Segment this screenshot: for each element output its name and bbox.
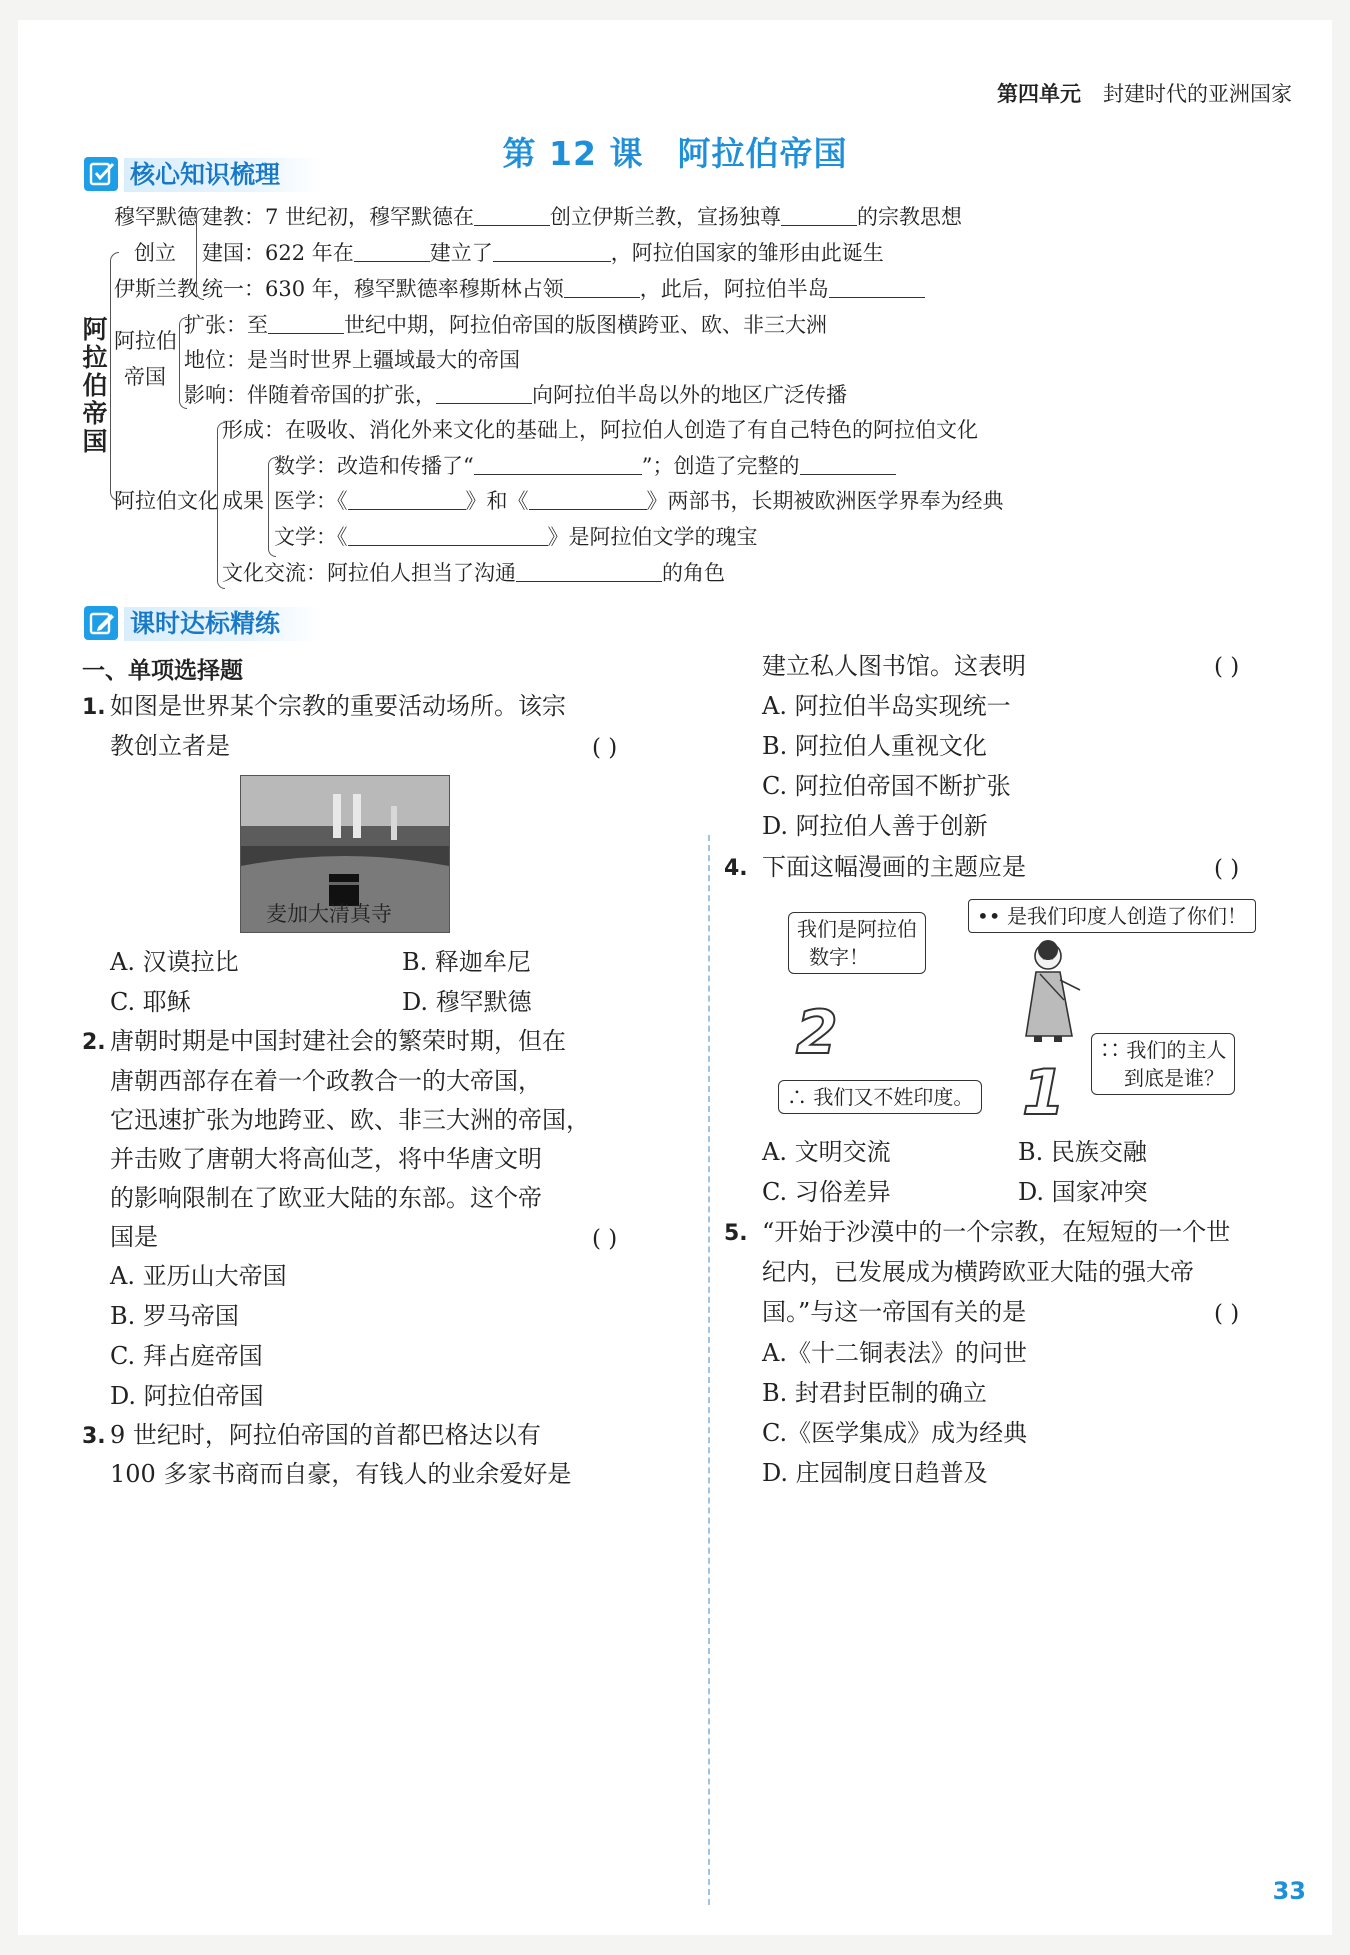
expansion-line: 扩张：至 世纪中期，阿拉伯帝国的版图横跨亚、欧、非三大洲 (184, 313, 827, 337)
q3-option-c[interactable]: C. 阿拉伯帝国不断扩张 (762, 772, 1011, 800)
q2-line4: 并击败了唐朝大将高仙芝，将中华唐文明 (110, 1145, 542, 1173)
q1-line1: 如图是世界某个宗教的重要活动场所。该宗 (110, 692, 566, 720)
lesson-number: 第 12 课 (502, 134, 644, 173)
q2-line2: 唐朝西部存在着一个政教合一的大帝国， (110, 1067, 542, 1095)
tree-empire-label-1: 阿拉伯 (114, 329, 177, 353)
founding-line: 建教：7 世纪初，穆罕默德在 创立伊斯兰教，宣扬独尊 的宗教思想 (202, 205, 963, 229)
q5-option-c[interactable]: C.《医学集成》成为经典 (762, 1419, 1028, 1447)
q5-line2: 纪内，已发展成为横跨欧亚大陆的强大帝 (762, 1258, 1194, 1286)
literature-line: 文学：《 》是阿拉伯文学的瑰宝 (274, 525, 758, 549)
section-label: 课时达标精练 (124, 607, 322, 641)
exchange-line: 文化交流：阿拉伯人担当了沟通 的角色 (222, 561, 725, 585)
q3-number: 3. (82, 1424, 106, 1449)
status-line: 地位：是当时世界上疆域最大的帝国 (184, 348, 520, 372)
q5-line1: “开始于沙漠中的一个宗教，在短短的一个世 (762, 1218, 1231, 1246)
tree-founder-label-1: 穆罕默德 (114, 205, 198, 229)
tree-founder-label-3: 伊斯兰教 (114, 277, 198, 301)
q3-option-d[interactable]: D. 阿拉伯人善于创新 (762, 812, 988, 840)
q3-option-a[interactable]: A. 阿拉伯半岛实现统一 (762, 692, 1011, 720)
q2-line6: 国是 (110, 1223, 158, 1251)
cartoon-digit-1: 1 (1022, 1056, 1066, 1129)
q1-option-c[interactable]: C. 耶稣 (110, 988, 191, 1016)
q1-line2: 教创立者是 (110, 732, 230, 760)
unit-number: 第四单元 (997, 82, 1081, 106)
pencil-icon (84, 606, 118, 640)
q5-line3: 国。”与这一帝国有关的是 (762, 1298, 1027, 1326)
column-divider (708, 835, 710, 1905)
medicine-line: 医学：《 》和《 》两部书，长期被欧洲医学界奉为经典 (274, 489, 1004, 513)
page-number: 33 (1272, 1877, 1306, 1905)
q2-option-a[interactable]: A. 亚历山大帝国 (110, 1262, 287, 1290)
q2-number: 2. (82, 1030, 106, 1055)
checklist-icon (84, 157, 118, 191)
influence-line: 影响：伴随着帝国的扩张， 向阿拉伯半岛以外的地区广泛传播 (184, 383, 847, 407)
q2-line5: 的影响限制在了欧亚大陆的东部。这个帝 (110, 1184, 542, 1212)
unit-title: 封建时代的亚洲国家 (1103, 82, 1292, 106)
q3-answer-paren[interactable]: ( ) (1214, 654, 1240, 680)
part-one-heading: 一、单项选择题 (82, 658, 243, 684)
q1-option-a[interactable]: A. 汉谟拉比 (110, 948, 239, 976)
tree-culture-label: 阿拉伯文化 (114, 489, 219, 513)
q2-option-c[interactable]: C. 拜占庭帝国 (110, 1342, 263, 1370)
cartoon-bubble-master: ∷ 我们的主人 到底是谁？ (1091, 1033, 1235, 1095)
state-line: 建国：622 年在 建立了 ，阿拉伯国家的雏形由此诞生 (202, 241, 884, 265)
cartoon-indian-woman-figure (1014, 940, 1090, 1044)
q1-answer-paren[interactable]: ( ) (592, 735, 618, 761)
cartoon-bubble-arabic: 我们是阿拉伯 数字！ (788, 912, 926, 974)
q1-option-d[interactable]: D. 穆罕默德 (402, 988, 532, 1016)
lesson-name: 阿拉伯帝国 (677, 134, 848, 173)
q5-option-d[interactable]: D. 庄园制度日趋普及 (762, 1459, 988, 1487)
section-label: 核心知识梳理 (124, 158, 322, 192)
q5-option-b[interactable]: B. 封君封臣制的确立 (762, 1379, 987, 1407)
achievements-label: 成果 (222, 489, 264, 513)
cartoon-bubble-india: •• 是我们印度人创造了你们！ (968, 899, 1256, 933)
photo-caption: 麦加大清真寺 (266, 902, 392, 926)
q4-option-c[interactable]: C. 习俗差异 (762, 1178, 891, 1206)
tree-empire-label-2: 帝国 (124, 365, 166, 389)
tree-founder-label-2: 创立 (134, 241, 176, 265)
q4-option-d[interactable]: D. 国家冲突 (1018, 1178, 1148, 1206)
q1-option-b[interactable]: B. 释迦牟尼 (402, 948, 531, 976)
q2-line3: 它迅速扩张为地跨亚、欧、非三大洲的帝国， (110, 1106, 590, 1134)
q3-line2: 100 多家书商而自豪，有钱人的业余爱好是 (110, 1460, 572, 1488)
q5-number: 5. (724, 1221, 748, 1246)
q3-option-b[interactable]: B. 阿拉伯人重视文化 (762, 732, 987, 760)
q5-option-a[interactable]: A.《十二铜表法》的问世 (762, 1339, 1027, 1367)
unification-line: 统一：630 年，穆罕默德率穆斯林占领 ，此后，阿拉伯半岛 (202, 274, 925, 304)
q2-option-b[interactable]: B. 罗马帝国 (110, 1302, 239, 1330)
q4-answer-paren[interactable]: ( ) (1214, 856, 1240, 882)
q2-option-d[interactable]: D. 阿拉伯帝国 (110, 1382, 264, 1410)
q5-answer-paren[interactable]: ( ) (1214, 1301, 1240, 1327)
math-line: 数学：改造和传播了“ ”；创造了完整的 (274, 451, 896, 481)
cartoon-bubble-surname: ∴ 我们又不姓印度。 (778, 1080, 982, 1114)
unit-header (997, 78, 1292, 108)
q2-line1: 唐朝时期是中国封建社会的繁荣时期，但在 (110, 1027, 566, 1055)
q3-line3: 建立私人图书馆。这表明 (762, 652, 1026, 680)
q4-option-a[interactable]: A. 文明交流 (762, 1138, 891, 1166)
cartoon-digit-2: 2 (796, 998, 838, 1068)
q4-number: 4. (724, 856, 748, 881)
q3-line1: 9 世纪时，阿拉伯帝国的首都巴格达以有 (110, 1421, 541, 1449)
q2-answer-paren[interactable]: ( ) (592, 1226, 618, 1252)
tree-root-title: 阿拉伯帝国 (82, 315, 108, 456)
page (18, 20, 1332, 1935)
formation-line: 形成：在吸收、消化外来文化的基础上，阿拉伯人创造了有自己特色的阿拉伯文化 (222, 418, 978, 442)
q4-option-b[interactable]: B. 民族交融 (1018, 1138, 1147, 1166)
q4-line1: 下面这幅漫画的主题应是 (762, 853, 1026, 881)
q1-number: 1. (82, 695, 106, 720)
